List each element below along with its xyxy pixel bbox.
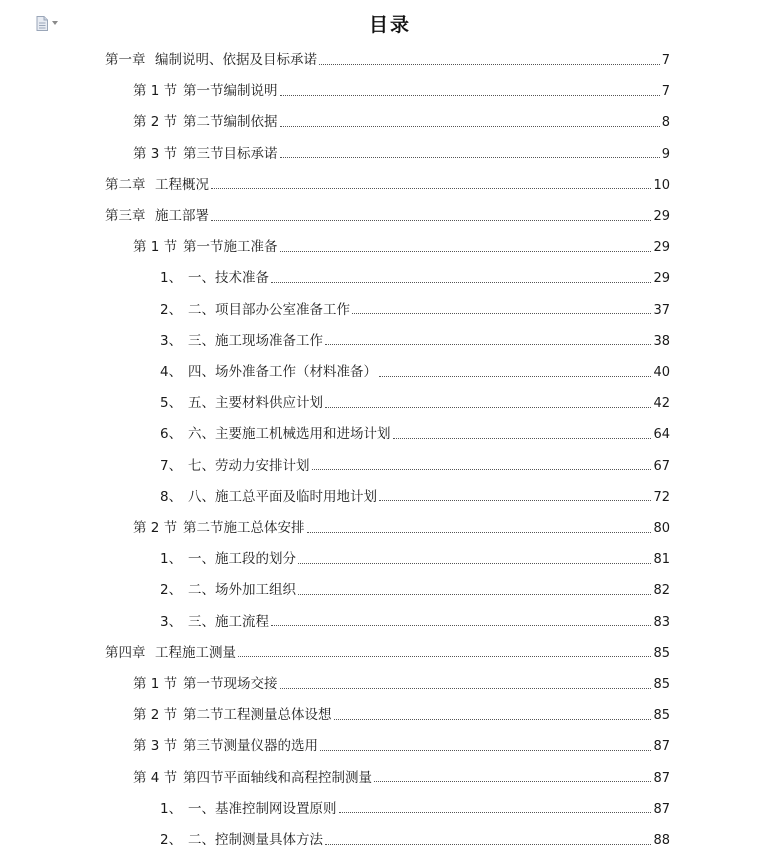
toc-entry-number: 第 3 节 <box>133 145 178 162</box>
toc-entry-title: 四、场外准备工作（材料准备） <box>188 364 377 380</box>
toc-entry-number: 第 2 节 <box>133 114 178 131</box>
toc-entry[interactable] <box>0 107 780 138</box>
toc-dot-leader <box>334 718 652 720</box>
toc-entry-number: 3、 <box>160 332 183 349</box>
page-title: 目录 <box>368 14 411 36</box>
toc-entry-line <box>105 45 670 76</box>
toc-entry[interactable] <box>0 295 780 326</box>
toc-entry[interactable] <box>0 419 780 450</box>
toc-entry-number: 第 3 节 <box>133 738 178 755</box>
toc-entry-number: 第 2 节 <box>133 707 178 724</box>
toc-entry-page-number: 87 <box>653 770 670 786</box>
toc-entry-page-number: 85 <box>653 708 670 724</box>
toc-dot-leader <box>280 94 660 96</box>
toc-entry-title: 六、主要施工机械选用和进场计划 <box>188 426 391 443</box>
toc-entry-title: 第一节施工准备 <box>183 239 278 256</box>
toc-entry-page-number: 29 <box>653 209 670 224</box>
toc-entry-title: 第三节目标承诺 <box>183 145 278 162</box>
toc-entry-number: 8、 <box>160 488 183 505</box>
toc-entry[interactable] <box>0 139 780 170</box>
toc-entry-number: 2、 <box>160 582 183 599</box>
toc-entry-page-number: 38 <box>653 333 670 349</box>
toc-entry-page-number: 9 <box>661 146 670 162</box>
toc-entry-page-number: 67 <box>653 458 670 474</box>
toc-entry-line <box>133 763 670 794</box>
toc-entry-number: 3、 <box>160 613 183 630</box>
toc-entry-title: 第四节平面轴线和高程控制测量 <box>183 769 372 786</box>
toc-dot-leader <box>280 156 660 158</box>
toc-entry-line <box>133 669 670 700</box>
toc-entry-number: 4、 <box>160 364 183 380</box>
toc-entry-page-number: 42 <box>653 396 670 412</box>
toc-entry-number: 2、 <box>160 832 183 848</box>
toc-entry-page-number: 87 <box>653 739 670 755</box>
toc-entry-page-number: 81 <box>653 552 670 568</box>
toc-entry-line <box>160 607 670 638</box>
toc-entry-title: 第一节编制说明 <box>183 83 278 100</box>
toc-entry-line <box>133 513 670 544</box>
toc-entry-number: 第三章 <box>105 208 146 224</box>
toc-entry-number: 5、 <box>160 395 183 412</box>
toc-dot-leader <box>312 468 652 470</box>
toc-entry-number: 1、 <box>160 800 183 817</box>
toc-dot-leader <box>280 250 652 252</box>
toc-entry-page-number: 85 <box>653 645 670 661</box>
toc-entry-title: 第二节工程测量总体设想 <box>183 707 332 724</box>
toc-entry-line <box>160 575 670 606</box>
toc-entry[interactable] <box>0 45 780 76</box>
toc-entry-line <box>160 482 670 513</box>
toc-dot-leader <box>352 312 651 314</box>
toc-entry-title: 二、项目部办公室准备工作 <box>188 301 350 318</box>
toc-entry-page-number: 7 <box>661 53 670 68</box>
toc-entry-page-number: 88 <box>653 833 670 848</box>
toc-dot-leader <box>339 811 652 813</box>
toc-entry-title: 施工部署 <box>155 208 209 224</box>
toc-entry[interactable] <box>0 763 780 794</box>
toc-entry[interactable] <box>0 544 780 575</box>
toc-entry[interactable] <box>0 170 780 201</box>
toc-entry-page-number: 80 <box>653 521 670 536</box>
toc-dot-leader <box>320 749 651 751</box>
toc-entry-line <box>133 76 670 107</box>
toc-entry-title: 一、施工段的划分 <box>188 551 296 568</box>
toc-entry-number: 6、 <box>160 426 183 443</box>
toc-entry-line <box>105 201 670 232</box>
toc-dot-leader <box>298 562 651 564</box>
toc-dot-leader <box>280 687 652 689</box>
toc-entry-line <box>160 825 670 856</box>
toc-entry-title: 一、技术准备 <box>188 270 269 287</box>
toc-entry-title: 第二节编制依据 <box>183 114 278 131</box>
toc-entry-line <box>160 326 670 357</box>
toc-dot-leader <box>211 187 651 189</box>
toc-entry-title: 三、施工流程 <box>188 613 269 630</box>
toc-entry-number: 第二章 <box>105 176 146 193</box>
toc-entry-page-number: 8 <box>661 115 670 131</box>
toc-entry-title: 第二节施工总体安排 <box>183 520 305 536</box>
toc-entry-line <box>105 170 670 201</box>
toc-dot-leader <box>271 624 651 626</box>
toc-entry-line <box>160 295 670 326</box>
toc-entry[interactable] <box>0 700 780 731</box>
toc-entry-title: 二、场外加工组织 <box>188 582 296 599</box>
toc-entry-number: 第 1 节 <box>133 83 178 100</box>
toc-entry-number: 第 4 节 <box>133 769 178 786</box>
toc-entry-page-number: 64 <box>653 427 670 443</box>
toc-entry-number: 7、 <box>160 457 183 474</box>
toc-entry-number: 第 2 节 <box>133 520 178 536</box>
toc-entry[interactable] <box>0 357 780 388</box>
toc-entry-title: 一、基准控制网设置原则 <box>188 800 337 817</box>
toc-entry-page-number: 40 <box>653 365 670 380</box>
toc-entry-line <box>133 232 670 263</box>
toc-entry-line <box>133 731 670 762</box>
toc-entry-number: 1、 <box>160 551 183 568</box>
toc-entry-title: 编制说明、依据及目标承诺 <box>155 52 317 68</box>
toc-dot-leader <box>307 531 652 533</box>
toc-entry-line <box>160 419 670 450</box>
toc-entry[interactable] <box>0 575 780 606</box>
toc-entry-line <box>133 700 670 731</box>
toc-entry[interactable] <box>0 388 780 419</box>
toc-entry-number: 2、 <box>160 301 183 318</box>
toc-entry-page-number: 83 <box>653 614 670 630</box>
toc-entry-line <box>160 388 670 419</box>
toc-entry-line <box>160 451 670 482</box>
toc-entry[interactable] <box>0 76 780 107</box>
toc-dot-leader <box>374 780 651 782</box>
toc-entry-line <box>133 107 670 138</box>
toc-entry-page-number: 82 <box>653 583 670 599</box>
toc-entry-line <box>160 263 670 294</box>
toc-dot-leader <box>393 437 652 439</box>
toc-entry[interactable] <box>0 731 780 762</box>
toc-dot-leader <box>211 219 651 221</box>
toc-dot-leader <box>298 593 651 595</box>
toc-dot-leader <box>325 406 651 408</box>
toc-entry-title: 七、劳动力安排计划 <box>188 457 310 474</box>
toc-entry-line <box>160 544 670 575</box>
toc-entry-number: 第 1 节 <box>133 239 178 256</box>
toc-entry-page-number: 72 <box>653 489 670 505</box>
toc-entry[interactable] <box>0 201 780 232</box>
toc-entry-page-number: 7 <box>661 84 670 100</box>
toc-entry-title: 三、施工现场准备工作 <box>188 332 323 349</box>
toc-entry-page-number: 85 <box>653 677 670 692</box>
toc-entry-page-number: 37 <box>653 302 670 318</box>
toc-entry[interactable] <box>0 451 780 482</box>
toc-entry[interactable] <box>0 607 780 638</box>
toc-entry-page-number: 87 <box>653 801 670 817</box>
toc-entry[interactable] <box>0 825 780 856</box>
toc-entry[interactable] <box>0 482 780 513</box>
toc-entry-page-number: 29 <box>653 240 670 256</box>
toc-entry-title: 五、主要材料供应计划 <box>188 395 323 412</box>
toc-entry-title: 二、控制测量具体方法 <box>188 832 323 848</box>
toc-entry[interactable] <box>0 326 780 357</box>
toc-entry-number: 第一章 <box>105 52 146 68</box>
toc-entry-line <box>160 357 670 388</box>
toc-entry-title: 工程概况 <box>155 176 209 193</box>
toc-entry-page-number: 29 <box>653 271 670 287</box>
toc-entry-line <box>105 638 670 669</box>
toc-dot-leader <box>379 499 651 501</box>
toc-entry-number: 1、 <box>160 270 183 287</box>
toc-entry-title: 工程施工测量 <box>155 644 236 661</box>
toc-dot-leader <box>319 63 660 65</box>
toc-entry[interactable] <box>0 638 780 669</box>
toc-dot-leader <box>325 843 651 845</box>
toc-entry[interactable] <box>0 669 780 700</box>
toc-dot-leader <box>280 125 660 127</box>
toc-entry[interactable] <box>0 513 780 544</box>
toc-entry[interactable] <box>0 263 780 294</box>
toc-entry-line <box>133 139 670 170</box>
toc-entry-number: 第四章 <box>105 644 146 661</box>
toc-dot-leader <box>325 343 651 345</box>
toc-entry[interactable] <box>0 794 780 825</box>
toc-entry-title: 八、施工总平面及临时用地计划 <box>188 488 377 505</box>
toc-entry[interactable] <box>0 232 780 263</box>
toc-entry-title: 第三节测量仪器的选用 <box>183 738 318 755</box>
toc-dot-leader <box>238 655 651 657</box>
toc-entry-line <box>160 794 670 825</box>
toc-entry-page-number: 10 <box>653 177 670 193</box>
toc-dot-leader <box>379 375 651 377</box>
toc-entry-number: 第 1 节 <box>133 676 178 692</box>
toc-entry-title: 第一节现场交接 <box>183 676 278 692</box>
toc-dot-leader <box>271 281 651 283</box>
